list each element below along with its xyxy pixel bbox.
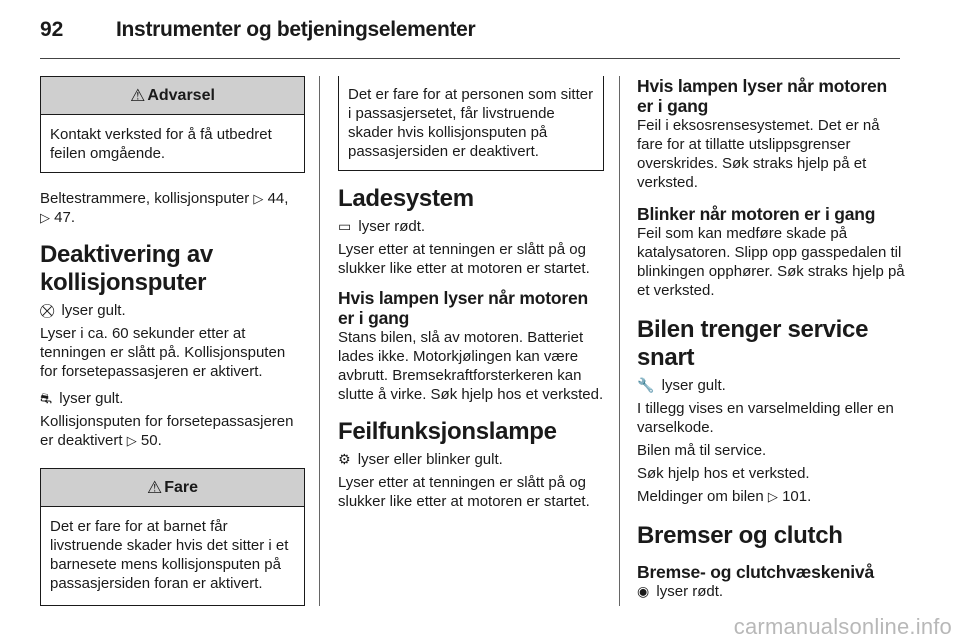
danger-box-heading xyxy=(41,469,304,507)
warning-box-body: Kontakt verksted for å få utbedret feilen omgående. xyxy=(50,126,272,162)
warning-heading-text: Advarsel xyxy=(147,86,215,104)
car-lift-icon: 🔧 xyxy=(637,377,655,393)
airbag-deactivated-paragraph xyxy=(40,412,305,450)
stop-car-paragraph: Stans bilen, slå av motoren. Batteriet lades ikke. Motorkjølingen kan være avbrutt. Bremsekraftforsterkeren kan slutte å virke. Søk hjelp hos et verksted. xyxy=(338,329,604,403)
seek-help-paragraph: Søk hjelp hos et verksted. xyxy=(637,465,810,482)
column-1 xyxy=(40,76,305,606)
airbag-deactivated-text: Kollisjonsputen for forsetepassasjeren er deaktivert xyxy=(40,413,294,449)
page-header xyxy=(40,18,900,58)
heading-charging-system: Ladesystem xyxy=(338,185,474,212)
page-ref-icon: ▷ xyxy=(40,210,50,225)
airbag-on-line xyxy=(40,389,305,408)
malfunction-paragraph: Lyser etter at tenningen er slått på og slukker like etter at motoren er startet. xyxy=(338,474,590,510)
watermark: carmanualsonline.info xyxy=(733,614,952,639)
danger-box-continued xyxy=(338,76,604,171)
catalyst-paragraph: Feil som kan medføre skade på katalysatoren. Slipp opp gasspedalen til blinkingen opphører. Søk straks hjelp på et verksted. xyxy=(637,225,905,299)
heading-lamp-engine-running: Hvis lampen lyser når motoren er i gang xyxy=(338,288,588,328)
warning-triangle-icon: ⚠ xyxy=(130,85,146,105)
heading-flashing-engine-running: Blinker når motoren er i gang xyxy=(637,204,876,224)
warning-triangle-icon: ⚠ xyxy=(146,477,163,497)
airbag-on-text: lyser gult. xyxy=(59,390,124,407)
airbag-active-paragraph: Lyser i ca. 60 sekunder etter at tenningen er slått på. Kollisjonsputen for forsetepassasjeren er aktivert. xyxy=(40,325,286,380)
engine-icon: ⚙ xyxy=(338,451,351,467)
header-rule xyxy=(40,58,900,59)
danger-box xyxy=(40,468,305,606)
page-ref-50[interactable]: 50. xyxy=(140,432,162,449)
vehicle-messages-paragraph xyxy=(637,487,905,506)
vehicle-messages-text: Meldinger om bilen xyxy=(637,488,764,505)
airbag-on-icon: ⛐ xyxy=(40,390,53,406)
column-3 xyxy=(637,76,905,601)
belt-paragraph xyxy=(40,189,305,227)
brake-fluid-icon: ◉ xyxy=(637,583,650,599)
needs-service-paragraph: Bilen må til service. xyxy=(637,442,767,459)
engine-line xyxy=(338,450,604,469)
page-number: 92 xyxy=(40,18,64,41)
page-ref-44[interactable]: 44, xyxy=(267,190,289,207)
airbag-off-text: lyser gult. xyxy=(61,302,126,319)
heading-malfunction-lamp: Feilfunksjonslampe xyxy=(338,418,557,445)
heading-airbag-deactivation: Deaktivering av kollisjonsputer xyxy=(40,241,213,296)
charging-paragraph: Lyser etter at tenningen er slått på og slukker like etter at motoren er startet. xyxy=(338,241,590,277)
danger-box-continued-body: Det er fare for at personen som sitter i passasjersetet, får livstruende skader hvis kollisjonsputen på passasjersiden er deaktivert. xyxy=(348,86,594,160)
engine-text: lyser eller blinker gult. xyxy=(357,451,503,468)
battery-line xyxy=(338,217,604,236)
column-divider-2 xyxy=(619,76,620,606)
danger-heading-text: Fare xyxy=(164,478,199,496)
belt-text: Beltestrammere, kollisjonsputer xyxy=(40,190,250,207)
danger-box-body: Det er fare for at barnet får livstruende skader hvis det sitter i et barnesete mens kollisjonsputen på passasjersiden foran er aktivert. xyxy=(50,518,289,592)
battery-text: lyser rødt. xyxy=(358,218,426,235)
page-ref-47[interactable]: 47. xyxy=(54,209,76,226)
heading-lamp-engine-running-2: Hvis lampen lyser når motoren er i gang xyxy=(637,76,887,116)
page-title: Instrumenter og betjeningselementer xyxy=(116,18,476,41)
warning-box-heading xyxy=(41,77,304,115)
heading-service-soon: Bilen trenger service snart xyxy=(637,316,869,371)
heading-brakes-clutch: Bremser og clutch xyxy=(637,522,843,549)
brake-fluid-line xyxy=(637,582,905,601)
page-ref-icon: ▷ xyxy=(767,489,778,504)
brake-fluid-text: lyser rødt. xyxy=(656,583,724,600)
page-ref-icon: ▷ xyxy=(126,433,137,448)
additional-message-paragraph: I tillegg vises en varselmelding eller en varselkode. xyxy=(637,400,894,436)
exhaust-paragraph: Feil i eksosrensesystemet. Det er nå fare for at tillatte utslippsgrenser overskrides. Søk straks hjelp på et verksted. xyxy=(637,117,880,191)
service-text: lyser gult. xyxy=(661,377,726,394)
battery-icon: ▭ xyxy=(338,218,352,234)
airbag-off-icon: ⛒ xyxy=(40,302,55,318)
page-ref-icon: ▷ xyxy=(253,191,264,206)
column-divider-1 xyxy=(319,76,320,606)
warning-box xyxy=(40,76,305,173)
column-2 xyxy=(338,76,604,511)
airbag-off-line xyxy=(40,301,305,320)
heading-fluid-level: Bremse- og clutchvæskenivå xyxy=(637,562,874,582)
page-ref-101[interactable]: 101. xyxy=(782,488,812,505)
service-line xyxy=(637,376,905,395)
